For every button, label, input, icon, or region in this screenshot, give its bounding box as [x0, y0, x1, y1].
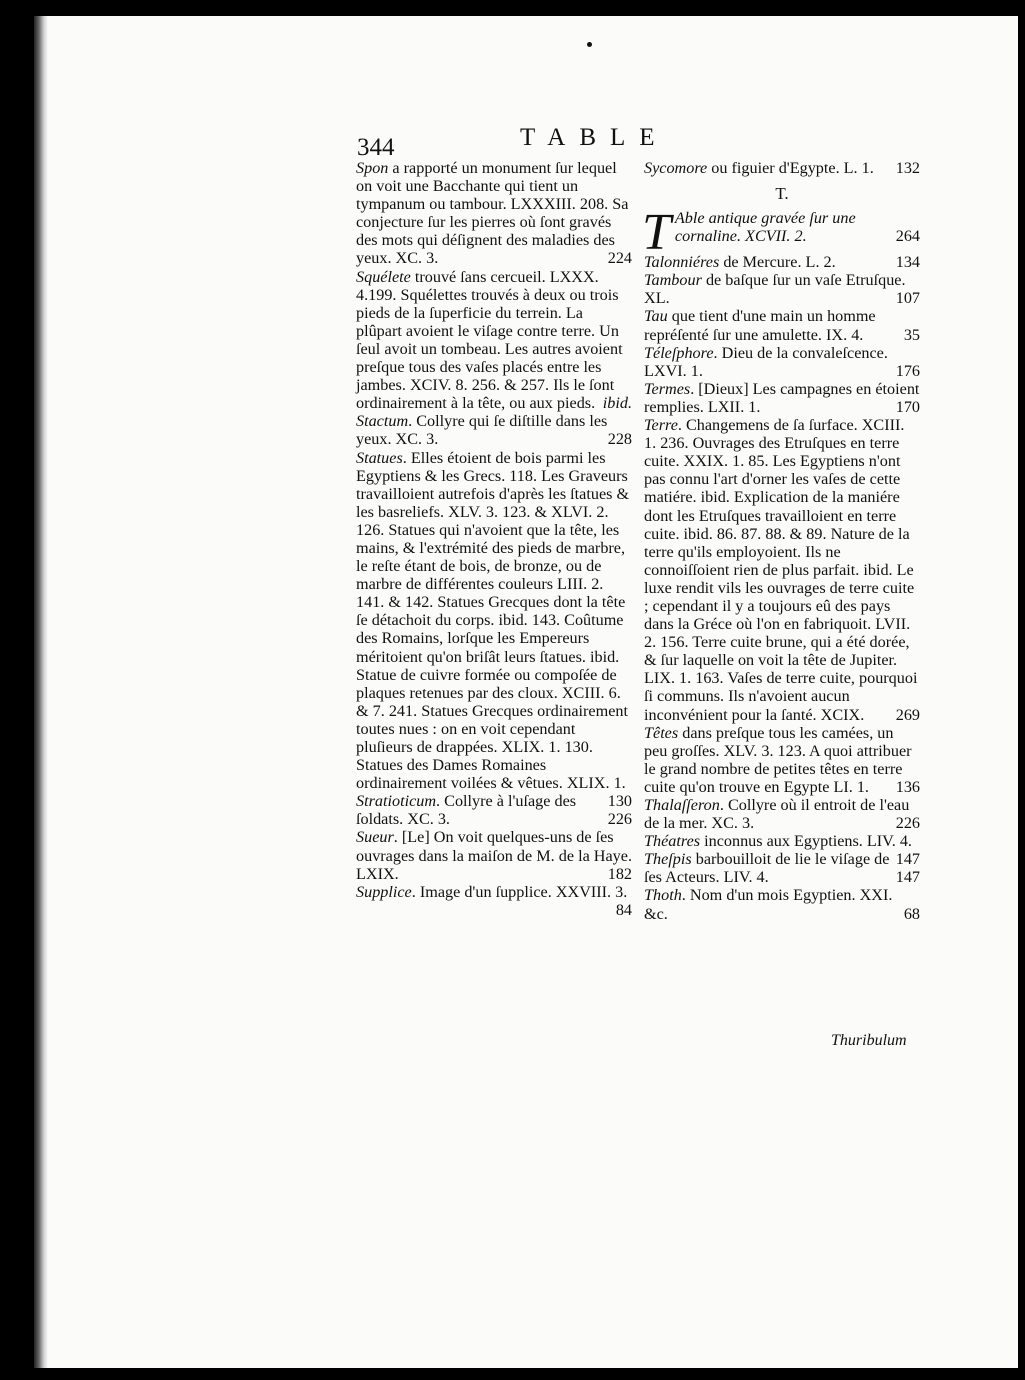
entry-term: Terre	[644, 416, 678, 435]
entry-page: 147	[895, 850, 920, 869]
entry-page: 147	[895, 868, 920, 887]
page-binding-shadow	[34, 16, 48, 1368]
entry-term: Statues	[356, 448, 403, 467]
entry-page: 269	[895, 705, 920, 724]
entry-page: 130	[607, 792, 632, 811]
entry-page: 226	[895, 814, 920, 833]
index-entry	[642, 204, 920, 262]
entry-text: inconnus aux Egyptiens. LIV. 4.	[700, 832, 912, 851]
entry-term: Théatres	[644, 832, 701, 851]
index-entry	[356, 792, 632, 828]
entry-term: Tau	[644, 307, 668, 326]
entry-text: barbouilloit de lie le viſage de ſes Acteurs. LIV. 4.	[644, 850, 890, 887]
entry-text: . Collyre où il entroit de l'eau de la mer. XC. 3.	[644, 796, 910, 833]
index-entry	[644, 416, 920, 724]
entry-page: 136	[895, 777, 920, 796]
entry-text: . Elles étoient de bois parmi les Egyptiens & les Grecs. 118. Les Graveurs travailloient autrefois d'après les ſtatues & les basreliefs. XLV. 3. 123. & XLVI. 2. 126. Statues qui n'avoient que la tête, les mains, & l'extrémité des pieds de marbre, le reſte étant de bois, de bronze, ou de marbre de différentes couleurs LIII. 2. 141. & 142. Statues Grecques dont la tête ſe détachoit du corps. ibid. 143. Coûtume des Romains, lorſque les Empereurs méritoient qu'on briſât leurs ſtatues. ibid. Statue de cuivre formée ou compoſée de plaques retenues par des cloux. XCIII. 6. & 7. 241. Statues Grecques ordinairement toutes nues : on en voit cependant pluſieurs de drappées. XLIX. 1. 130. Statues des Dames Romaines ordinairement voilées & vêtues. XLIX. 1.	[356, 448, 630, 793]
entry-page: 35	[903, 325, 920, 344]
entry-term: Stactum	[356, 412, 409, 431]
index-entry	[644, 344, 920, 380]
entry-page: 84	[615, 900, 632, 919]
running-title: TABLE	[520, 124, 669, 151]
entry-term: Tambour	[644, 271, 702, 290]
entry-term: Thalaſſeron	[644, 796, 720, 814]
entry-page: 228	[607, 430, 632, 449]
entry-term: Stratioticum	[356, 792, 437, 811]
entry-text: de baſque ſur un vaſe Etruſque. XL.	[644, 271, 906, 308]
entry-text: . Dieu de la convaleſcence. LXVI. 1.	[644, 343, 888, 380]
entry-term: Theſpis	[644, 850, 692, 869]
index-entry	[644, 271, 920, 307]
entry-term: Spon	[356, 159, 389, 177]
index-entry	[644, 886, 920, 922]
right-column	[644, 159, 920, 923]
entry-page: ibid.	[602, 394, 632, 413]
entry-text: ou figuier d'Egypte. L. 1.	[707, 159, 874, 177]
entry-term: Téleſphore	[644, 343, 714, 362]
entry-text: de Mercure. L. 2.	[719, 253, 836, 272]
entry-text: que tient d'une main un homme repréſenté ſur une amulette. IX. 4.	[644, 307, 876, 344]
index-entry	[644, 724, 920, 796]
entry-text: . Image d'un ſupplice. XXVIII. 3.	[411, 882, 628, 901]
entry-term: Sueur	[356, 828, 394, 847]
book-page	[34, 16, 1018, 1368]
entry-text: . [Le] On voit quelques-uns de ſes ouvrages dans la maiſon de M. de la Haye. LXIX.	[356, 828, 633, 883]
index-entry	[644, 850, 920, 886]
entry-term: Supplice	[356, 882, 412, 901]
entry-page: 224	[607, 249, 632, 268]
entry-page: 264	[895, 227, 920, 246]
index-entry	[644, 307, 920, 343]
entry-page: 107	[895, 289, 920, 308]
entry-page: 182	[607, 864, 632, 883]
entry-text: trouvé ſans cercueil. LXXX. 4.199. Squélettes trouvés à deux ou trois pieds de la ſuperficie du terrein. La plûpart avoient le viſage contre terre. Un ſeul avoit un tombeau. Les autres avoient preſque tous des vaſes placés entre les jambes. XCIV. 8. 256. & 257. Ils le ſont ordinairement à la tête, ou aux pieds.	[356, 267, 623, 413]
entry-term: Talonniéres	[644, 253, 720, 272]
entry-term: Termes	[644, 379, 691, 398]
entry-text: dans preſque tous les camées, un peu groſſes. XLV. 3. 123. A quoi attribuer le grand nombre de petites têtes en terre cuite qu'on trouve en Egypte LI. 1.	[644, 723, 912, 796]
entry-term: Têtes	[644, 723, 679, 742]
entry-term: Thoth	[644, 886, 682, 905]
index-entry	[356, 412, 632, 448]
catchword: Thuribulum	[831, 1032, 907, 1049]
entry-page: 170	[895, 397, 920, 416]
entry-text: a rapporté un monument ſur lequel on voit une Bacchante qui tient un tympanum ou tambour. LXXXIII. 208. Sa conjecture ſur les pierres où ſont gravés des mots qui déſignent des maladies des yeux. XC. 3.	[356, 159, 629, 268]
index-entry	[356, 159, 632, 268]
index-entry	[644, 253, 920, 271]
index-entry	[644, 796, 920, 832]
left-column	[356, 159, 632, 919]
index-entry	[644, 380, 920, 416]
entry-text: . [Dieux] Les campagnes en étoient remplies. LXII. 1.	[644, 379, 920, 416]
entry-page: 226	[607, 810, 632, 829]
entry-text: . Nom d'un mois Egyptien. XXI. &c.	[644, 886, 893, 923]
entry-page: 68	[903, 904, 920, 923]
entry-term: Sycomore	[644, 159, 708, 177]
entry-page: 176	[895, 361, 920, 380]
section-letter: T.	[775, 184, 789, 204]
entry-page: 134	[895, 253, 920, 272]
index-entry	[644, 159, 920, 177]
printer-mark	[587, 42, 592, 47]
entry-page: 132	[895, 159, 920, 177]
entry-text: . Collyre qui ſe diſtille dans les yeux. XC. 3.	[356, 412, 608, 449]
page-number: 344	[357, 134, 395, 161]
index-entry	[356, 882, 632, 919]
entry-text: . Changemens de ſa ſurface. XCIII. 1. 236. Ouvrages des Etruſques en terre cuite. XXIX. 1. 85. Les Egyptiens n'ont pas connu l'art d'orner les vaſes de cette matiére. ibid. Explication de la maniére dont les Etruſques travailloient en terre cuite. ibid. 86. 87. 88. & 89. Nature de la terre qu'ils employoient. Ils ne connoiſſoient rien de plus parfait. ibid. Le luxe rendit vils les ouvrages de terre cuite ; cependant il y a toujours eû des pays dans la Gréce où l'on en fabriquoit. LVII. 2. 156. Terre cuite brune, qui a été dorée, & ſur laquelle on voit la tête de Jupiter. LIX. 1. 163. Vaſes de terre cuite, pourquoi ſi communs. Ils n'avoient aucun inconvénient pour la ſanté. XCIX.	[644, 416, 918, 724]
index-entry	[356, 268, 632, 413]
drop-capital: T	[642, 204, 671, 262]
index-entry	[356, 828, 632, 882]
entry-term: Squélete	[356, 267, 411, 286]
entry-text: . Collyre à l'uſage des ſoldats. XC. 3.	[356, 792, 577, 829]
entry-text: Able antique gravée ſur une cornaline. XCVII. 2.	[674, 209, 856, 246]
